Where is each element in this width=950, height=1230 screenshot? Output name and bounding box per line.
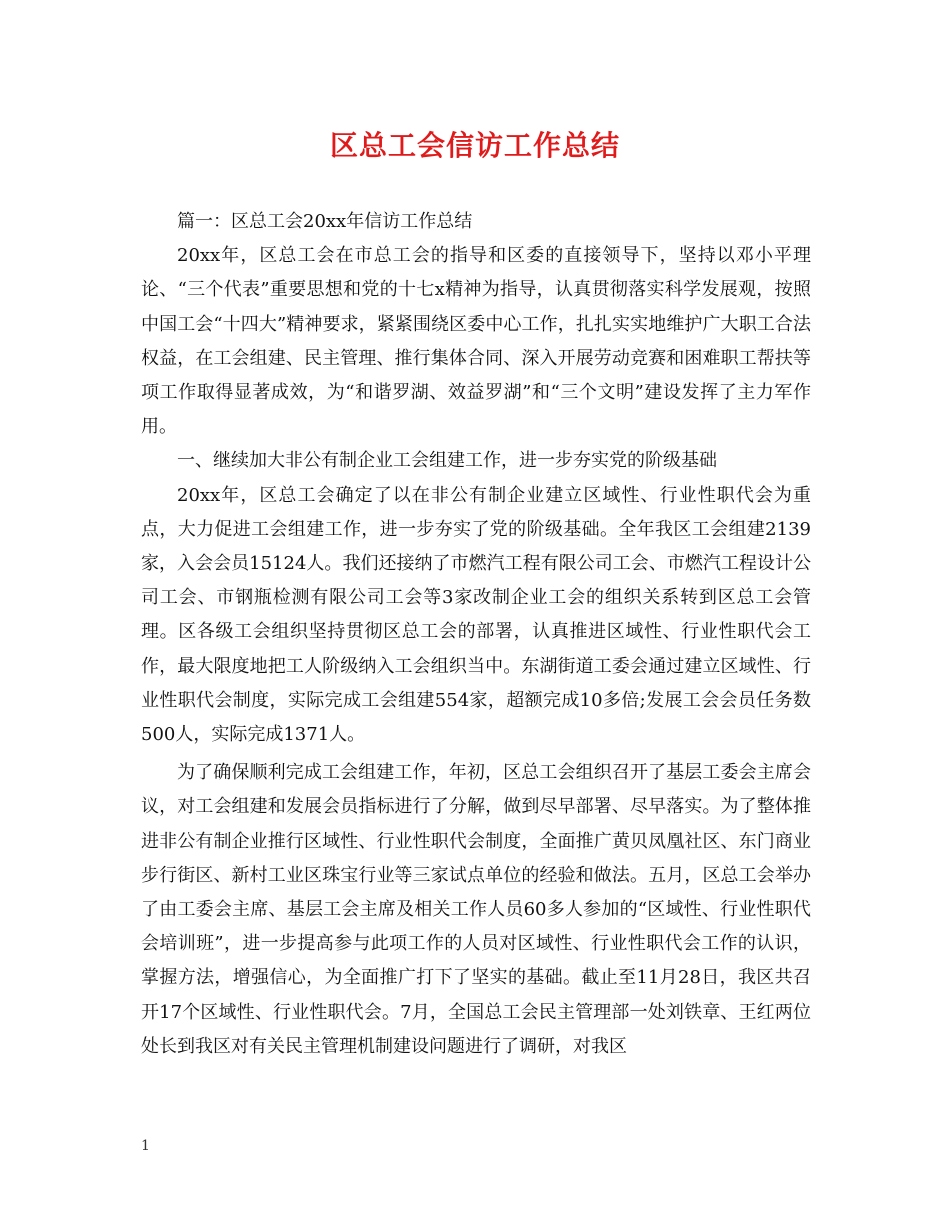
document-body	[141, 205, 811, 1064]
body-paragraph: 为了确保顺利完成工会组建工作，年初，区总工会组织召开了基层工委会主席会议，对工会组建和发展会员指标进行了分解，做到尽早部署、尽早落实。为了整体推进非公有制企业推行区域性、行业性职代会制度，全面推广黄贝凤凰社区、东门商业步行街区、新村工业区珠宝行业等三家试点单位的经验和做法。五月，区总工会举办了由工委会主席、基层工会主席及相关工作人员60多人参加的“区域性、行业性职代会培训班”，进一步提高参与此项工作的人员对区域性、行业性职代会工作的认识，掌握方法，增强信心，为全面推广打下了坚实的基础。截止至11月28日，我区共召开17个区域性、行业性职代会。7月，全国总工会民主管理部一处刘铁章、王红两位处长到我区对有关民主管理机制建设问题进行了调研，对我区	[141, 762, 811, 1057]
document-title: 区总工会信访工作总结	[329, 129, 620, 162]
section-heading: 篇一：区总工会20xx年信访工作总结	[177, 211, 473, 232]
body-paragraph: 20xx年，区总工会在市总工会的指导和区委的直接领导下，坚持以邓小平理论、“三个代表”重要思想和党的十七x精神为指导，认真贯彻落实科学发展观，按照中国工会“十四大”精神要求，紧紧围绕区委中心工作，扎扎实实地维护广大职工合法权益，在工会组建、民主管理、推行集体合同、深入开展劳动竞赛和困难职工帮扶等项工作取得显著成效，为“和谐罗湖、效益罗湖”和“三个文明”建设发挥了主力军作用。	[141, 245, 811, 438]
section-heading: 一、继续加大非公有制企业工会组建工作，进一步夯实党的阶级基础	[177, 450, 717, 472]
page-number: 1	[141, 1138, 150, 1154]
body-paragraph: 20xx年，区总工会确定了以在非公有制企业建立区域性、行业性职代会为重点，大力促进工会组建工作，进一步夯实了党的阶级基础。全年我区工会组建2139家，入会会员15124人。我们还接纳了市燃汽工程有限公司工会、市燃汽工程设计公司工会、市钢瓶检测有限公司工会等3家改制企业工会的组织关系转到区总工会管理。区各级工会组织坚持贯彻区总工会的部署，认真推进区域性、行业性职代会工作，最大限度地把工人阶级纳入工会组织当中。东湖街道工委会通过建立区域性、行业性职代会制度，实际完成工会组建554家，超额完成10多倍;发展工会会员任务数500人，实际完成1371人。	[141, 484, 811, 746]
